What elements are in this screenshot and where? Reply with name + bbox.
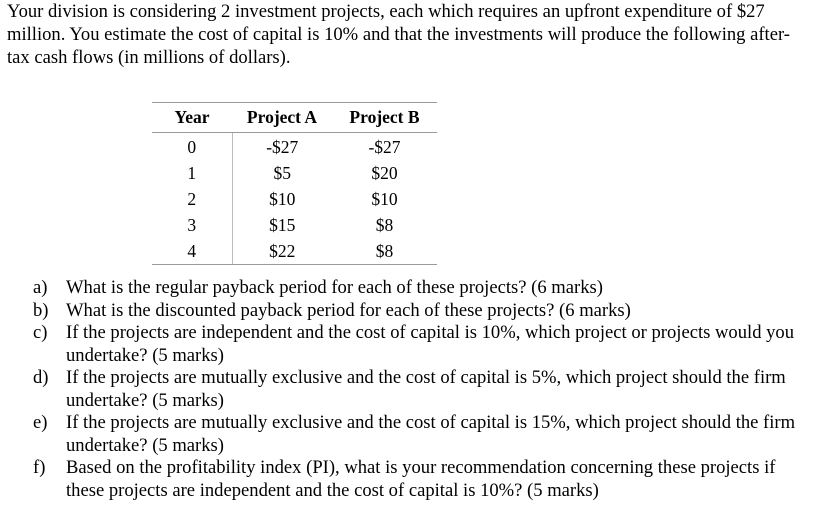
question-marker: b): [33, 299, 49, 321]
header-year: Year: [152, 103, 232, 133]
question-marker: f): [33, 457, 46, 478]
question-c: [33, 322, 803, 367]
table-row: [152, 133, 437, 161]
question-marker: d): [33, 367, 49, 388]
project-b-cell: $8: [332, 238, 437, 265]
question-text: If the projects are independent and the cost of capital is 10%, which project or projects would you undertake? (5 marks): [66, 322, 795, 366]
question-text: If the projects are mutually exclusive and the cost of capital is 5%, which project should the firm undertake? (5 marks): [66, 367, 786, 411]
question-marker: a): [33, 277, 48, 298]
project-b-cell: -$27: [368, 136, 401, 157]
question-marker: c): [33, 322, 48, 343]
question-text: What is the regular payback period for each of these projects? (6 marks): [66, 277, 603, 298]
question-d: [33, 367, 803, 412]
question-f: [33, 457, 803, 502]
project-b-cell: $8: [375, 214, 394, 235]
project-b-cell: $20: [371, 162, 398, 183]
question-text: If the projects are mutually exclusive and the cost of capital is 15%, which project should the firm undertake? (5 marks): [66, 412, 796, 456]
intro-paragraph: Your division is considering 2 investment projects, each which requires an upfront expenditure of $27 million. You estimate the cost of capital is 10% and that the investments will produce the following after-tax cash flows (in millions of dollars).: [7, 1, 790, 68]
year-cell: 1: [152, 160, 232, 186]
table-row: [152, 212, 437, 238]
question-b: [33, 300, 803, 323]
question-marker: e): [33, 412, 48, 433]
question-text: Based on the profitability index (PI), what is your recommendation concerning these projects if these projects are independent and the cost of capital is 10%? (5 marks): [66, 457, 776, 501]
year-cell: 3: [152, 212, 232, 238]
project-a-cell: $5: [273, 162, 291, 183]
question-text: What is the discounted payback period for each of these projects? (6 marks): [66, 299, 631, 321]
question-a: [33, 277, 803, 300]
project-a-cell: $10: [269, 188, 296, 209]
table-header-row: [152, 103, 437, 133]
question-e: [33, 412, 803, 457]
header-project-a: Project A: [232, 103, 332, 133]
question-list: [33, 277, 803, 502]
project-a-cell: -$27: [266, 136, 299, 157]
table-row: [152, 238, 437, 265]
header-project-b: Project B: [332, 103, 437, 133]
year-cell: 0: [152, 133, 232, 161]
year-cell: 2: [152, 186, 232, 212]
project-a-cell: $22: [232, 238, 332, 265]
cash-flow-table: [152, 102, 437, 265]
year-cell: 4: [152, 238, 232, 265]
project-b-cell: $10: [371, 188, 398, 209]
table-row: [152, 186, 437, 212]
table-row: [152, 160, 437, 186]
project-a-cell: $15: [269, 214, 296, 235]
